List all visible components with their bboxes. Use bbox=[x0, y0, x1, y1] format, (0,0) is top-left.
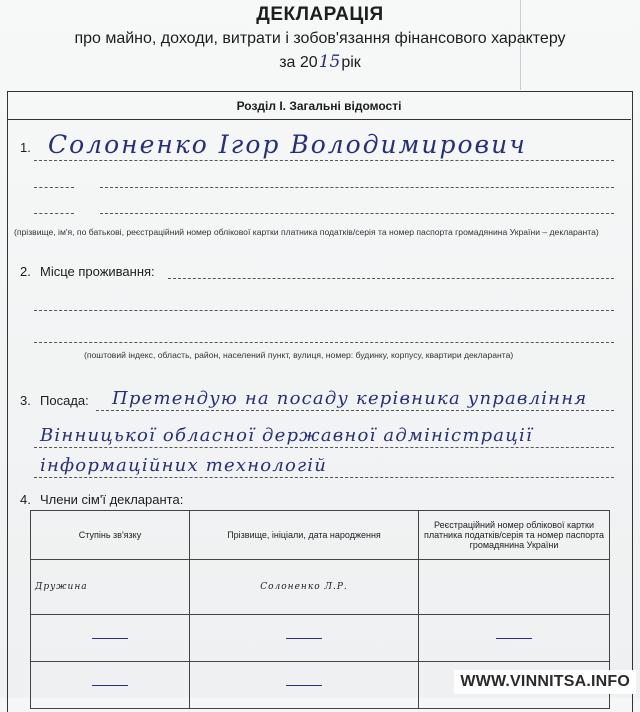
item2-line-3 bbox=[34, 342, 614, 343]
dash-mark bbox=[496, 638, 532, 639]
table-row bbox=[31, 615, 610, 662]
header-id: Реєстраційний номер облікової картки платника податків/серія та номер паспорта громадянина України bbox=[419, 511, 610, 560]
item3-line-1 bbox=[96, 410, 614, 411]
year-handwritten: 15 bbox=[318, 52, 341, 72]
declarant-name-handwritten: Солоненко Ігор Володимирович bbox=[48, 130, 527, 159]
empty-cell bbox=[190, 662, 419, 709]
item3-label: Посада: bbox=[40, 393, 89, 408]
item2-line-1 bbox=[168, 278, 614, 279]
item2-number: 2. bbox=[20, 264, 31, 279]
dash-mark bbox=[286, 685, 322, 686]
item2-label: Місце проживання: bbox=[40, 264, 155, 279]
item2-caption: (поштовий індекс, область, район, населений пункт, вулиця, номер: будинку, корпусу, квартири декларанта) bbox=[84, 350, 514, 360]
section-title: Розділ I. Загальні відомості bbox=[236, 99, 402, 113]
table-row bbox=[31, 560, 610, 615]
item1-line bbox=[34, 160, 614, 161]
document-title: ДЕКЛАРАЦІЯ bbox=[256, 4, 384, 25]
row-relation: Дружина bbox=[31, 560, 190, 615]
item4-number: 4. bbox=[20, 492, 31, 507]
empty-cell bbox=[419, 615, 610, 662]
section-header bbox=[7, 91, 631, 120]
year-prefix: за 20 bbox=[279, 54, 318, 71]
position-handwritten-line2: Вінницької обласної державної адміністрації bbox=[40, 425, 533, 446]
item4-label: Члени сім'ї декларанта: bbox=[40, 492, 184, 507]
header-name: Прізвище, ініціали, дата народження bbox=[190, 511, 419, 560]
row-name: Солоненко Л.Р. bbox=[190, 560, 419, 615]
empty-cell bbox=[190, 615, 419, 662]
item2-line-2 bbox=[34, 310, 614, 311]
item3-line-2 bbox=[34, 447, 614, 448]
item3-number: 3. bbox=[20, 393, 31, 408]
header-relation: Ступінь зв'язку bbox=[31, 511, 190, 560]
dash-mark bbox=[286, 638, 322, 639]
table-header-row bbox=[31, 511, 610, 560]
document-subtitle: про майно, доходи, витрати і зобов'язання фінансового характеру bbox=[74, 30, 566, 47]
item1-number: 1. bbox=[20, 140, 31, 155]
dash-mark bbox=[92, 685, 128, 686]
row-id bbox=[419, 560, 610, 615]
empty-cell bbox=[31, 615, 190, 662]
site-watermark: WWW.VINNITSA.INFO bbox=[454, 670, 636, 694]
document-year-line bbox=[0, 52, 640, 72]
year-suffix: рік bbox=[341, 54, 361, 71]
item1-line-2b bbox=[100, 187, 614, 188]
item1-line-3a bbox=[34, 213, 74, 214]
item1-caption: (прізвище, ім'я, по батькові, реєстраційний номер облікової картки платника податків/серія та номер паспорта громадянина України – декларанта) bbox=[14, 227, 599, 237]
dash-mark bbox=[92, 638, 128, 639]
item1-line-2a bbox=[34, 187, 74, 188]
empty-cell bbox=[31, 662, 190, 709]
item3-line-3 bbox=[34, 477, 614, 478]
position-handwritten-line3: інформаційних технологій bbox=[40, 455, 328, 476]
position-handwritten-line1: Претендую на посаду керівника управління bbox=[112, 388, 588, 409]
item1-line-3b bbox=[100, 213, 614, 214]
